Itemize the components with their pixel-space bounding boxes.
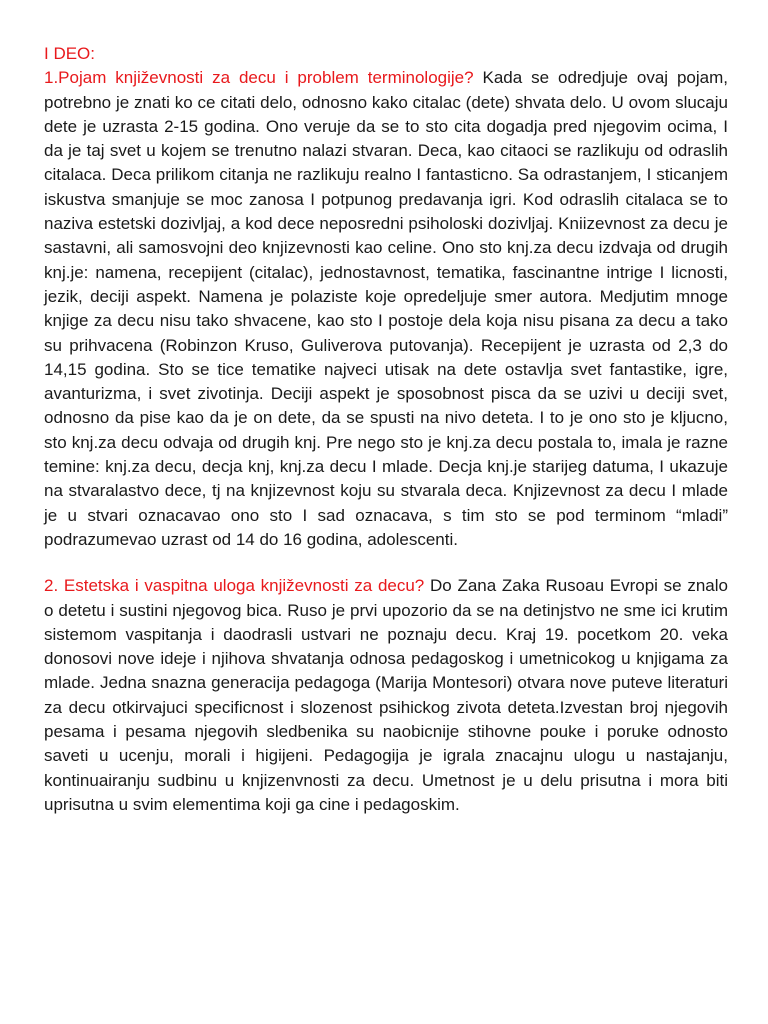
section-2: [44, 574, 728, 817]
section-2-title: 2. Estetska i vaspitna uloga književnosti za decu?: [44, 576, 425, 596]
part-heading: I DEO:: [44, 44, 96, 63]
section-2-body: Do Zana Zaka Rusoau Evropi se znalo o detetu i sustini njegovog bica. Ruso je prvi upozorio da se na detinjstvo ne sme ici krutim sistemom vaspitanja i daodrasli ustvari ne poznaju decu. Kraj 19. pocetkom 20. veka donosovi nove ideje i njihova shvatanja odnosa pedagoskog i umetnicokog u knjigama za mlade. Jedna snazna generacija pedagoga (Marija Montesori) otvara nove puteve literaturi za decu otkirvajuci specificnost i slozenost psihickog zivota deteta.Izvestan broj njegovih pesama i pesama njegovih sledbenika su naobicnije stihovne pouke i poruke odnosto saveti u ucenju, morali i higijeni. Pedagogija je igrala znacajnu ulogu u nastajanju, kontinuairanju sudbinu u knjizenvnosti za decu. Umetnost je u delu prisutna i mora biti uprisutna u svim elementima koji ga cine i pedagoskim.: [44, 576, 728, 814]
section-1-title: 1.Pojam književnosti za decu i problem terminologije?: [44, 68, 474, 88]
document-page: [44, 42, 728, 817]
section-1-body: Kada se odredjuje ovaj pojam, potrebno je znati ko ce citati delo, odnosno kako citalac (dete) shvata delo. U ovom slucaju dete je uzrasta 2-15 godina. Ono veruje da se to sto cita dogadja pred njegovim ocima, I da je taj svet u kojem se trenutno nalazi stvaran. Deca, kao citaoci se razlikuju od odraslih citalaca. Deca prilikom citanja ne razlikuju realno I fantasticno. Sa odrastanjem, I sticanjem iskustva smanjuje se moc zanosa I potpunog predavanja igri. Kod odraslih citalaca se to naziva estetski dozivljaj, a kod dece neposredni psiholoski dozivljaj. Kniizevnost za decu je sastavni, ali samosvojni deo knjizevnosti kao celine. Ono sto knj.za decu izdvaja od drugih knj.je: namena, recepijent (citalac), jednostavnost, tematika, fascinantne intrige I licnosti, jezik, deciji aspekt. Namena je polaziste koje opredeljuje smer autora. Medjutim mnoge knjige za decu nisu tako shvacene, kao sto I postoje dela koja nisu pisana za decu a tako su prihvacena (Robinzon Kruso, Guliverova putovanja). Recepijent je uzrasta od 2,3 do 14,15 godina. Sto se tice tematike najveci utisak na dete ostavlja svet fantastike, igre, avanturizma, i svet zivotinja. Deciji aspekt je sposobnost pisca da se uzivi u deciji svet, odnosno da pise kao da je on dete, da se spusti na nivo deteta. I to je ono sto je kljucno, sto knj.za decu odvaja od drugih knj. Pre nego sto je knj.za decu postala to, imala je razne temine: knj.za decu, decja knj, knj.za decu I mlade. Decja knj.je starijeg datuma, I ukazuje na stvaralastvo dece, tj na knjizevnost koju su stvarala deca. Knjizevnost za decu I mlade je u stvari oznacavao ono sto I sad oznacava, s tim sto se pod terminom “mladi” podrazumevao uzrast od 14 do 16 godina, adolescenti.: [44, 68, 728, 549]
section-1: [44, 66, 728, 552]
